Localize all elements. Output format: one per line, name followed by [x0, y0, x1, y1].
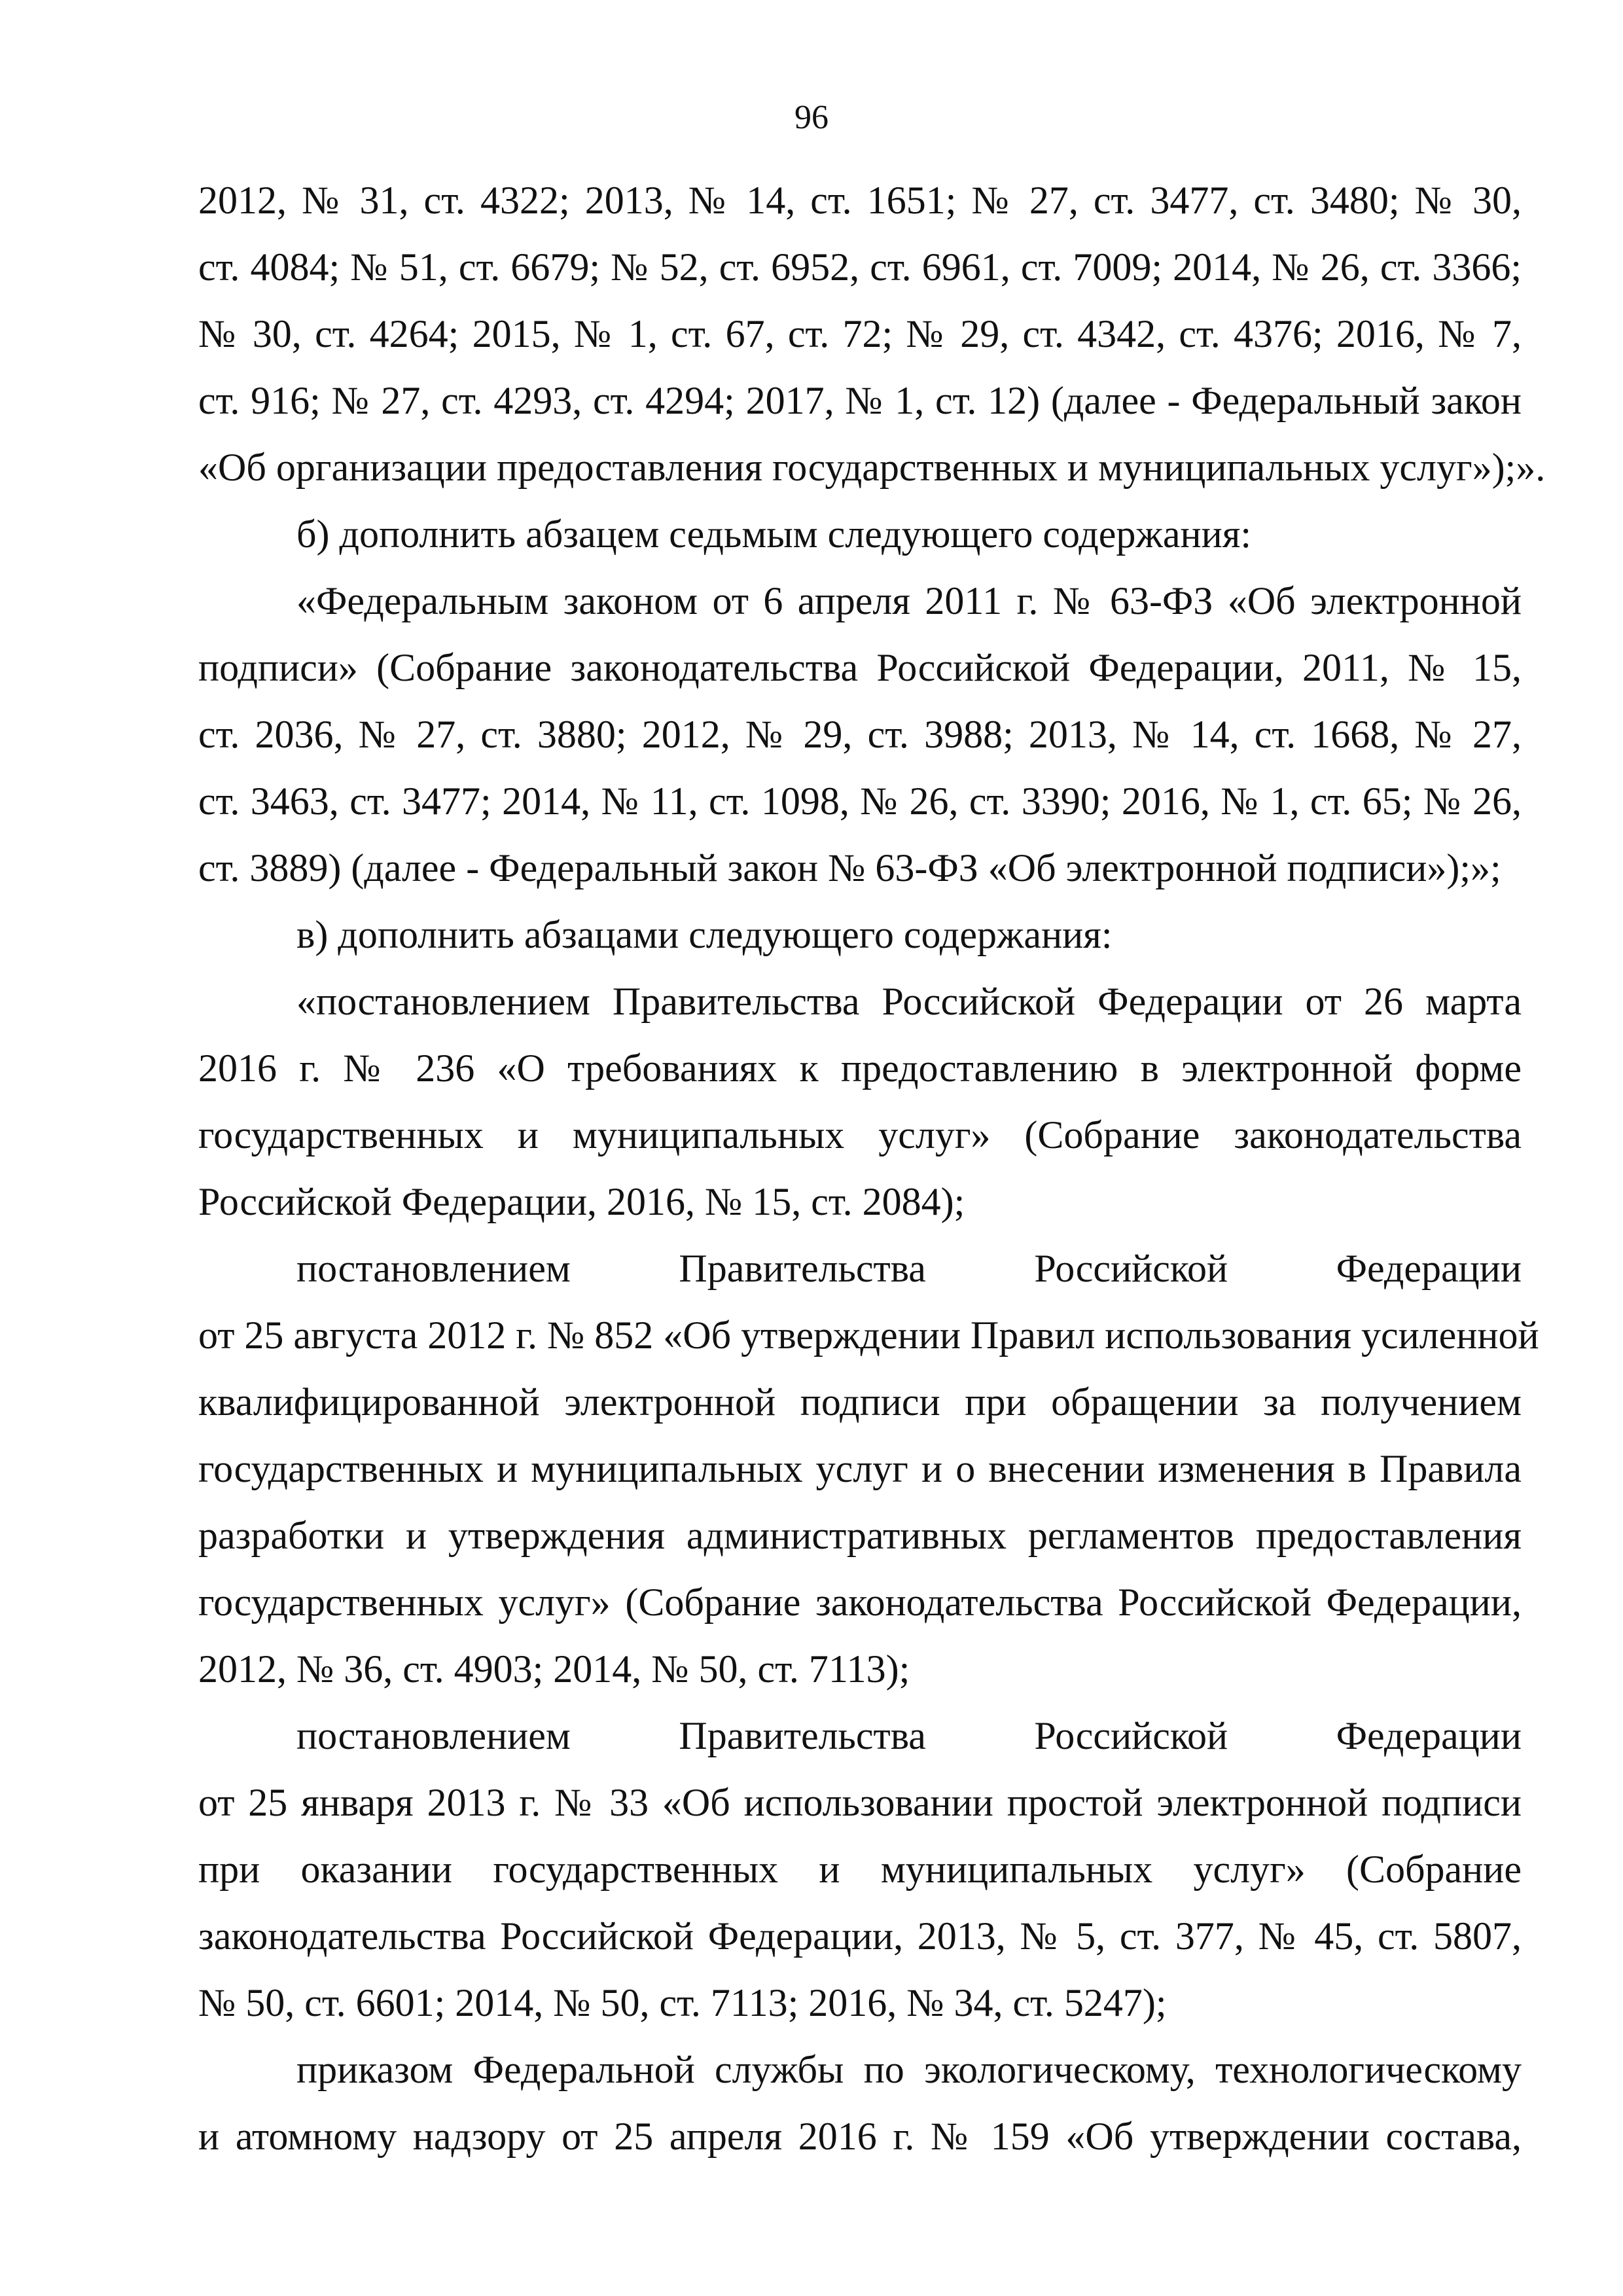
text-line: «Федеральным законом от 6 апреля 2011 г. № 63-ФЗ «Об электронной: [296, 579, 1522, 622]
text-line: приказом Федеральной службы по экологическому, технологическому: [296, 2048, 1522, 2091]
document-body: [198, 167, 1546, 2170]
text-line: «постановлением Правительства Российской Федерации от 26 марта: [296, 980, 1522, 1023]
text-line: Российской Федерации, 2016, № 15, ст. 2084);: [198, 1180, 965, 1223]
text-line: № 50, ст. 6601; 2014, № 50, ст. 7113; 2016, № 34, ст. 5247);: [198, 1981, 1167, 2024]
text-line: № 30, ст. 4264; 2015, № 1, ст. 67, ст. 72; № 29, ст. 4342, ст. 4376; 2016, № 7,: [198, 312, 1522, 355]
text-line: 2016 г. № 236 «О требованиях к предоставлению в электронной форме: [198, 1047, 1522, 1090]
text-line: ст. 3463, ст. 3477; 2014, № 11, ст. 1098, № 26, ст. 3390; 2016, № 1, ст. 65; № 26,: [198, 780, 1522, 823]
text-line: подписи» (Собрание законодательства Российской Федерации, 2011, № 15,: [198, 646, 1522, 689]
text-line: б) дополнить абзацем седьмым следующего содержания:: [296, 512, 1251, 556]
text-line: квалифицированной электронной подписи при обращении за получением: [198, 1380, 1522, 1424]
text-line: и атомному надзору от 25 апреля 2016 г. № 159 «Об утверждении состава,: [198, 2115, 1522, 2158]
text-line: постановлением Правительства Российской Федерации: [296, 1247, 1522, 1290]
text-line: «Об организации предоставления государственных и муниципальных услуг»);».: [198, 446, 1546, 489]
page-number: 96: [794, 99, 829, 136]
text-line: от 25 августа 2012 г. № 852 «Об утверждении Правил использования усиленной: [198, 1314, 1539, 1357]
text-line: ст. 916; № 27, ст. 4293, ст. 4294; 2017, № 1, ст. 12) (далее - Федеральный закон: [198, 379, 1522, 422]
text-line: разработки и утверждения административных регламентов предоставления: [198, 1514, 1522, 1557]
text-line: при оказании государственных и муниципальных услуг» (Собрание: [198, 1848, 1522, 1891]
text-line: государственных и муниципальных услуг» (Собрание законодательства: [198, 1113, 1522, 1157]
text-line: от 25 января 2013 г. № 33 «Об использовании простой электронной подписи: [198, 1781, 1522, 1824]
text-line: ст. 3889) (далее - Федеральный закон № 63-ФЗ «Об электронной подписи»);»;: [198, 846, 1501, 889]
text-line: 2012, № 36, ст. 4903; 2014, № 50, ст. 7113);: [198, 1647, 910, 1691]
text-line: в) дополнить абзацами следующего содержания:: [296, 913, 1113, 956]
text-line: государственных услуг» (Собрание законодательства Российской Федерации,: [198, 1581, 1522, 1624]
text-line: законодательства Российской Федерации, 2013, № 5, ст. 377, № 45, ст. 5807,: [198, 1914, 1522, 1958]
text-line: 2012, № 31, ст. 4322; 2013, № 14, ст. 1651; № 27, ст. 3477, ст. 3480; № 30,: [198, 179, 1522, 222]
text-line: государственных и муниципальных услуг и о внесении изменения в Правила: [198, 1447, 1522, 1490]
text-line: постановлением Правительства Российской Федерации: [296, 1714, 1522, 1757]
text-line: ст. 2036, № 27, ст. 3880; 2012, № 29, ст. 3988; 2013, № 14, ст. 1668, № 27,: [198, 713, 1522, 756]
text-line: ст. 4084; № 51, ст. 6679; № 52, ст. 6952, ст. 6961, ст. 7009; 2014, № 26, ст. 3366;: [198, 245, 1522, 289]
